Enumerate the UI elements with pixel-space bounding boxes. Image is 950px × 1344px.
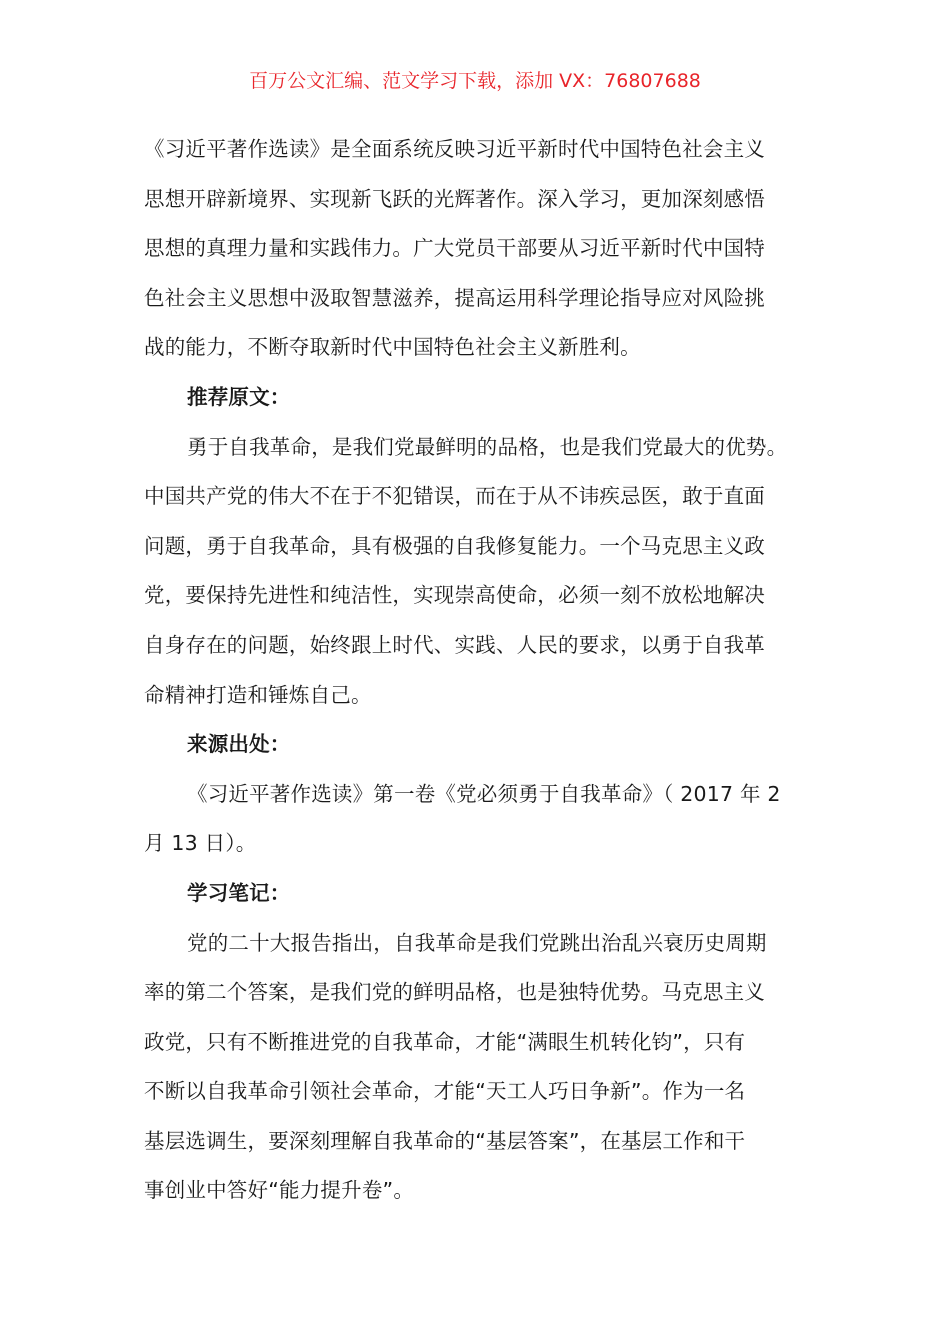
recommended-text-line: 党，要保持先进性和纯洁性，实现崇高使命，必须一刻不放松地解决 [144, 583, 765, 608]
source-line: 《习近平著作选读》第一卷《党必须勇于自我革命》（ 2017 年 2 [187, 781, 781, 806]
recommended-text-line: 勇于自我革命，是我们党最鲜明的品格，也是我们党最大的优势。 [187, 434, 788, 459]
study-notes-line: 政党，只有不断推进党的自我革命，才能“满眼生机转化钧”，只有 [144, 1029, 746, 1054]
intro-line: 思想开辟新境界、实现新飞跃的光辉著作。深入学习，更加深刻感悟 [144, 186, 765, 211]
study-notes-line: 不断以自我革命引领社会革命，才能“天工人巧日争新”。作为一名 [144, 1079, 746, 1104]
intro-line: 思想的真理力量和实践伟力。广大党员干部要从习近平新时代中国特 [144, 236, 765, 261]
intro-line: 色社会主义思想中汲取智慧滋养，提高运用科学理论指导应对风险挑 [144, 285, 765, 310]
section-heading-study-notes: 学习笔记： [187, 880, 291, 905]
recommended-text-line: 中国共产党的伟大不在于不犯错误，而在于从不讳疾忌医，敢于直面 [144, 484, 765, 509]
study-notes-line: 事创业中答好“能力提升卷”。 [144, 1178, 415, 1203]
intro-line: 《习近平著作选读》是全面系统反映习近平新时代中国特色社会主义 [144, 137, 765, 161]
intro-line: 战的能力，不断夺取新时代中国特色社会主义新胜利。 [144, 335, 641, 360]
recommended-text-line: 自身存在的问题，始终跟上时代、实践、人民的要求，以勇于自我革 [144, 632, 765, 657]
study-notes-line: 率的第二个答案，是我们党的鲜明品格，也是独特优势。马克思主义 [144, 980, 765, 1005]
recommended-text-line: 命精神打造和锤炼自己。 [144, 682, 372, 707]
study-notes-line: 基层选调生，要深刻理解自我革命的“基层答案”，在基层工作和干 [144, 1128, 746, 1153]
source-line: 月 13 日）。 [144, 831, 257, 856]
document-body [144, 125, 806, 1216]
section-heading-recommended-text: 推荐原文： [187, 384, 291, 409]
study-notes-line: 党的二十大报告指出，自我革命是我们党跳出治乱兴衰历史周期 [187, 930, 767, 955]
header-banner: 百万公文汇编、范文学习下载，添加 VX：76807688 [249, 70, 701, 92]
recommended-text-line: 问题，勇于自我革命，具有极强的自我修复能力。一个马克思主义政 [144, 533, 765, 558]
section-heading-source: 来源出处： [187, 732, 291, 757]
